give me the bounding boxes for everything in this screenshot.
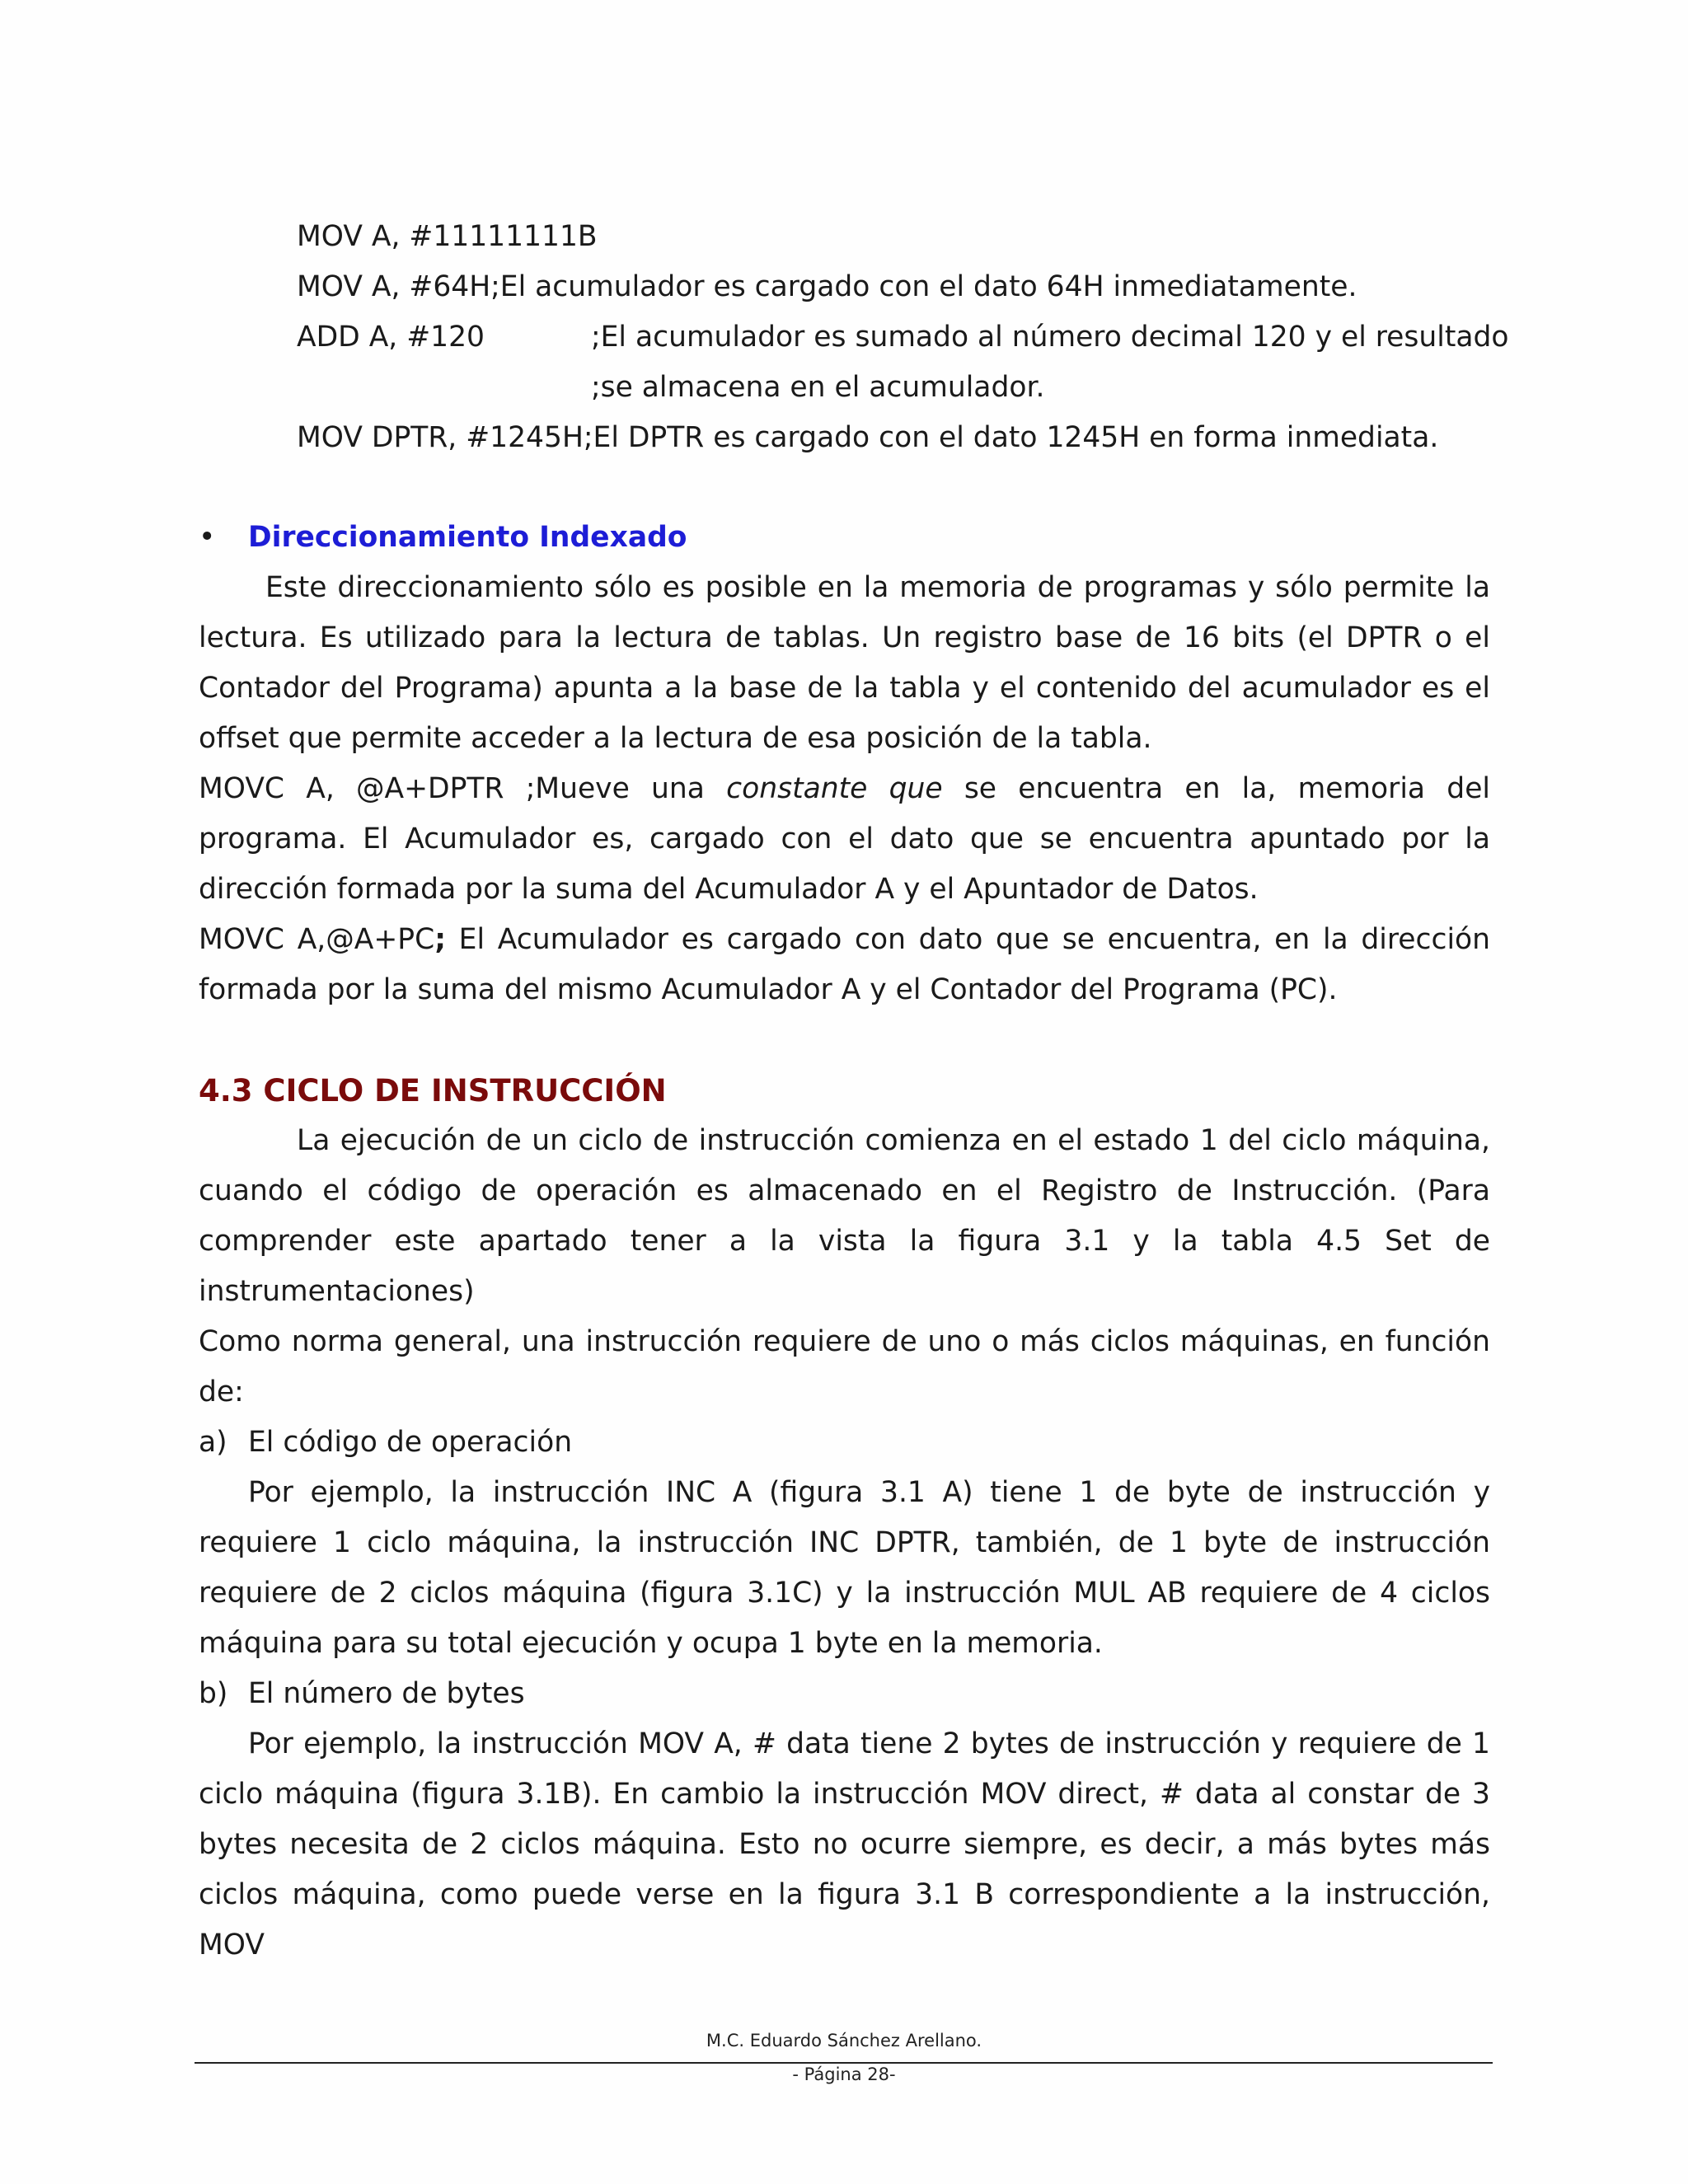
list-item-a-text: El código de operación: [248, 1426, 573, 1459]
indexado-paragraph: Este direccionamiento sólo es posible en la memoria de programas y sólo permite la lectura. Es utilizado para la lectura de tablas. Un registro base de 16 bits (el DPTR o el Contador del Programa) apunta a la base de la tabla y el contenido del acumulador es el offset que permite acceder a la lectura de esa posición de la tabla.: [199, 571, 1490, 755]
section-intro-paragraph: La ejecución de un ciclo de instrucción comienza en el estado 1 del ciclo máquina, cuando el código de operación es almacenado en el Registro de Instrucción. (Para comprender este apartado tener a la vista la figura 3.1 y la tabla 4.5 Set de instrumentaciones): [199, 1124, 1490, 1308]
code-instruction: MOV A, #64H: [297, 270, 491, 303]
movc-dptr-paragraph: [199, 764, 1490, 915]
page-content: [199, 212, 1509, 1971]
movc-pc-semicolon: ;: [434, 923, 446, 956]
movc-dptr-text: MOVC A, @A+DPTR ;Mueve una: [199, 772, 727, 805]
movc-dptr-emphasis: constante que: [726, 772, 943, 805]
item-b-paragraph: Por ejemplo, la instrucción MOV A, # data tiene 2 bytes de instrucción y requiere de 1 ciclo máquina (figura 3.1B). En cambio la instrucción MOV direct, # data al constar de 3 bytes necesita de 2 ciclos máquina. Esto no ocurre siempre, es decir, a más bytes más ciclos máquina, como puede verse en la figura 3.1 B correspondiente a la instrucción, MOV: [199, 1727, 1490, 1961]
code-instruction: MOV DPTR, #1245H: [297, 421, 584, 454]
item-a-paragraph: Por ejemplo, la instrucción INC A (figura 3.1 A) tiene 1 de byte de instrucción y requiere 1 ciclo máquina, la instrucción INC DPTR, también, de 1 byte de instrucción requiere de 2 ciclos máquina (figura 3.1C) y la instrucción MUL AB requiere de 4 ciclos máquina para su total ejecución y ocupa 1 byte en la memoria.: [199, 1476, 1490, 1660]
subsection-heading: [199, 513, 1490, 563]
code-instruction: MOV A, #11111111B: [297, 220, 598, 253]
code-comment: ;El acumulador es cargado con el dato 64H inmediatamente.: [490, 270, 1357, 303]
movc-dptr-text-rest: se encuentra en la, memoria del programa. El Acumulador es, cargado con el dato que se encuentra apuntado por la dirección formada por la suma del Acumulador A y el Apuntador de Datos.: [199, 772, 1491, 906]
movc-pc-text: El Acumulador es cargado con dato que se encuentra, en la dirección formada por la suma del mismo Acumulador A y el Contador del Programa (PC).: [199, 923, 1490, 1006]
code-line: [297, 413, 1490, 463]
list-item-a: [199, 1418, 1490, 1468]
movc-pc-paragraph: [199, 915, 1490, 1015]
footer-author: M.C. Eduardo Sánchez Arellano.: [706, 2031, 982, 2050]
code-comment: ;El DPTR es cargado con el dato 1245H en forma inmediata.: [583, 421, 1439, 454]
code-line: [297, 312, 1509, 363]
section-title: 4.3 CICLO DE INSTRUCCIÓN: [199, 1073, 667, 1108]
code-block: [199, 212, 1509, 463]
code-line: [297, 363, 1490, 413]
subsection-heading-text: Direccionamiento Indexado: [248, 521, 687, 554]
norma-paragraph: Como norma general, una instrucción requiere de uno o más ciclos máquinas, en función de:: [199, 1325, 1490, 1408]
code-line: [297, 212, 1490, 262]
footer-page-number: - Página 28-: [792, 2064, 896, 2084]
footer-divider: [195, 2062, 1493, 2064]
list-item-b-label: b): [199, 1677, 228, 1710]
list-item-b-text: El número de bytes: [248, 1677, 525, 1710]
list-item-a-label: a): [199, 1426, 227, 1459]
code-instruction: ADD A, #120: [297, 321, 485, 354]
code-line: [297, 262, 1490, 312]
code-comment: ;se almacena en el acumulador.: [591, 371, 1045, 404]
bullet-marker: •: [199, 521, 216, 554]
movc-pc-instruction: MOVC A,@A+PC: [199, 923, 435, 956]
code-comment: ;El acumulador es sumado al número decimal 120 y el resultado: [591, 321, 1509, 354]
list-item-b: [199, 1669, 1490, 1719]
